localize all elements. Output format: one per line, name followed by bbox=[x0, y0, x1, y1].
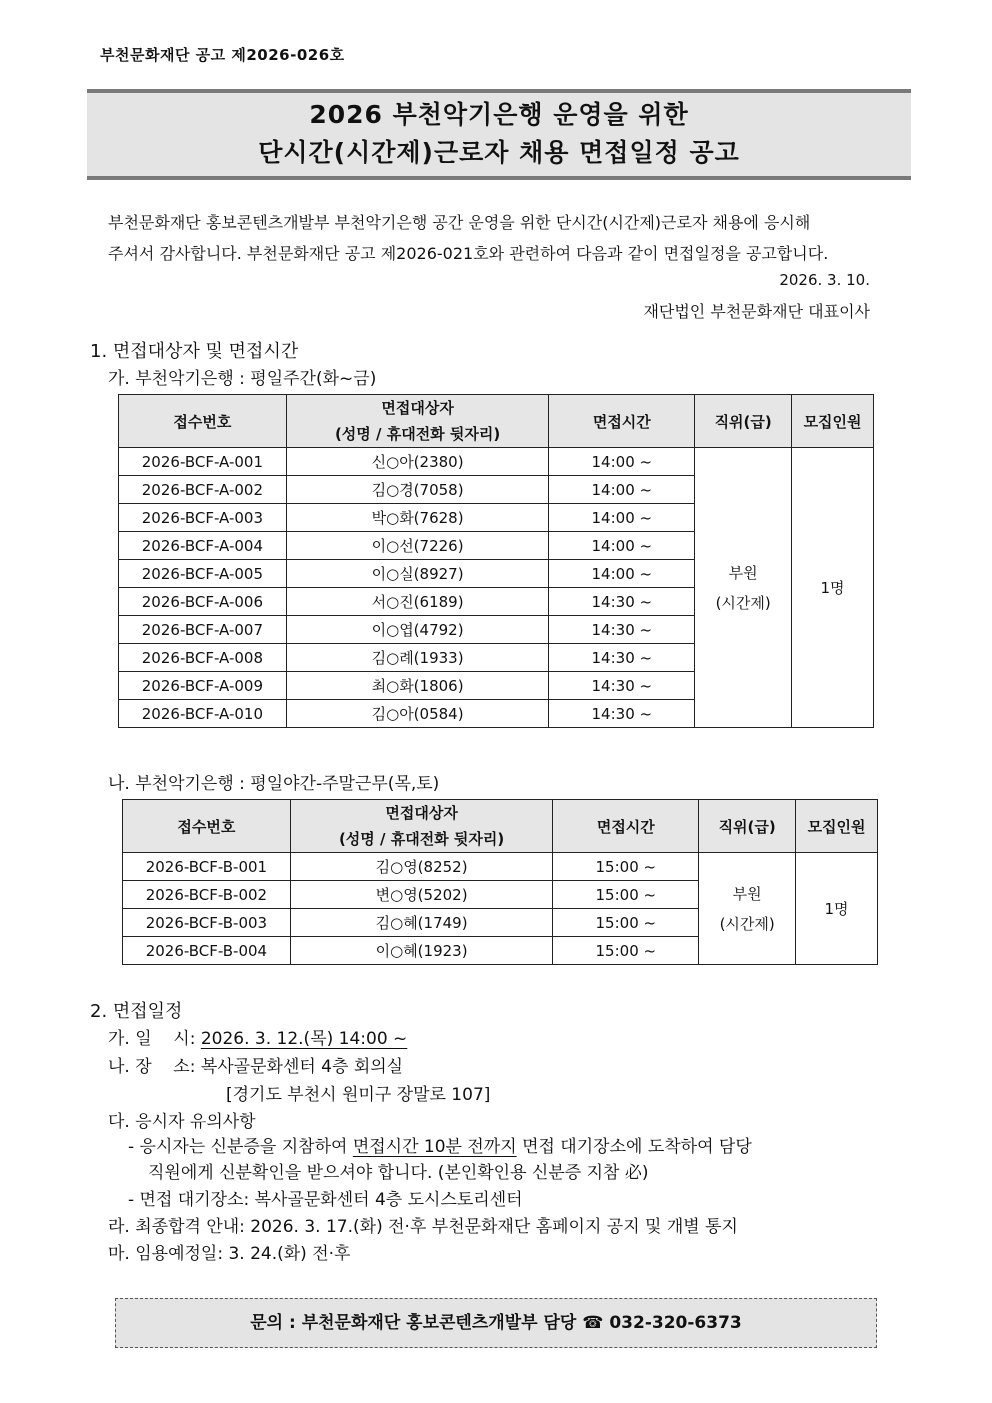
table-b-subtitle: 나. 부천악기은행 : 평일야간-주말근무(목,토) bbox=[108, 774, 440, 794]
intro-line1: 부천문화재단 홍보콘텐츠개발부 부천악기은행 공간 운영을 위한 단시간(시간제)근로자 채용에 응시해 bbox=[108, 213, 811, 232]
contact-phone: 032-320-6373 bbox=[609, 1313, 742, 1333]
position-line1: 부원 bbox=[732, 884, 762, 903]
header-candidate-line2: (성명 / 휴대전화 뒷자리) bbox=[334, 425, 501, 443]
header-candidate-line1: 면접대상자 bbox=[381, 399, 454, 417]
time-cell: 14:30 ~ bbox=[549, 644, 695, 672]
contact-label: 문의 : 부천문화재단 홍보콘텐츠개발부 담당 bbox=[250, 1313, 577, 1333]
position-line2: (시간제) bbox=[719, 914, 775, 933]
header-time: 면접시간 bbox=[553, 800, 699, 853]
candidate-cell: 김○아(0584) bbox=[286, 700, 549, 728]
header-openings: 모집인원 bbox=[796, 800, 878, 853]
note1 bbox=[128, 1132, 752, 1157]
candidate-cell: 김○영(8252) bbox=[290, 853, 553, 881]
time-cell: 14:00 ~ bbox=[549, 504, 695, 532]
notice-number: 부천문화재단 공고 제2026-026호 bbox=[100, 46, 345, 64]
table-a-subtitle: 가. 부천악기은행 : 평일주간(화~금) bbox=[108, 369, 377, 389]
place-address: [경기도 부천시 원미구 장말로 107] bbox=[226, 1085, 491, 1105]
interview-datetime bbox=[108, 1024, 407, 1049]
notice-date: 2026. 3. 10. bbox=[779, 271, 870, 289]
receipt-no-cell: 2026-BCF-A-002 bbox=[119, 476, 287, 504]
candidate-cell: 김○경(7058) bbox=[286, 476, 549, 504]
candidate-cell: 이○혜(1923) bbox=[290, 937, 553, 965]
place-value: 복사골문화센터 4층 회의실 bbox=[200, 1057, 404, 1077]
receipt-no-cell: 2026-BCF-B-001 bbox=[123, 853, 291, 881]
time-cell: 14:00 ~ bbox=[549, 476, 695, 504]
time-cell: 14:00 ~ bbox=[549, 560, 695, 588]
table-row bbox=[123, 853, 878, 881]
candidate-cell: 김○혜(1749) bbox=[290, 909, 553, 937]
header-candidate bbox=[290, 800, 553, 853]
note1-suffix: 면접 대기장소에 도착하여 담당 bbox=[522, 1137, 752, 1157]
time-cell: 14:30 ~ bbox=[549, 588, 695, 616]
position-line1: 부원 bbox=[728, 563, 758, 582]
time-cell: 15:00 ~ bbox=[553, 853, 699, 881]
datetime-label: 가. 일 시: bbox=[108, 1029, 196, 1049]
openings-cell: 1명 bbox=[792, 448, 874, 728]
note2: - 면접 대기장소: 복사골문화센터 4층 도시스토리센터 bbox=[128, 1190, 523, 1210]
time-cell: 15:00 ~ bbox=[553, 881, 699, 909]
schedule-table-a bbox=[118, 394, 874, 728]
time-cell: 14:00 ~ bbox=[549, 532, 695, 560]
receipt-no-cell: 2026-BCF-A-003 bbox=[119, 504, 287, 532]
receipt-no-cell: 2026-BCF-A-006 bbox=[119, 588, 287, 616]
header-receipt-no: 접수번호 bbox=[123, 800, 291, 853]
header-position: 직위(급) bbox=[695, 395, 792, 448]
interview-place bbox=[108, 1052, 403, 1077]
datetime-value: 2026. 3. 12.(목) 14:00 ~ bbox=[200, 1029, 408, 1049]
place-label: 나. 장 소: bbox=[108, 1057, 196, 1077]
title-line2: 단시간(시간제)근로자 채용 면접일정 공고 bbox=[258, 138, 740, 167]
section1-title: 1. 면접대상자 및 면접시간 bbox=[90, 341, 299, 362]
candidate-cell: 신○아(2380) bbox=[286, 448, 549, 476]
candidate-cell: 변○영(5202) bbox=[290, 881, 553, 909]
receipt-no-cell: 2026-BCF-A-005 bbox=[119, 560, 287, 588]
header-time: 면접시간 bbox=[549, 395, 695, 448]
section2-title: 2. 면접일정 bbox=[90, 1001, 183, 1022]
candidate-cell: 최○화(1806) bbox=[286, 672, 549, 700]
header-openings: 모집인원 bbox=[792, 395, 874, 448]
note1-prefix: - 응시자는 신분증을 지참하여 bbox=[128, 1137, 348, 1157]
candidate-cell: 이○엽(4792) bbox=[286, 616, 549, 644]
receipt-no-cell: 2026-BCF-A-008 bbox=[119, 644, 287, 672]
intro-line2: 주셔서 감사합니다. 부천문화재단 공고 제2026-021호와 관련하여 다음과 같이 면접일정을 공고합니다. bbox=[108, 244, 829, 263]
title-line1: 2026 부천악기은행 운영을 위한 bbox=[309, 100, 689, 129]
candidate-cell: 이○실(8927) bbox=[286, 560, 549, 588]
receipt-no-cell: 2026-BCF-A-007 bbox=[119, 616, 287, 644]
time-cell: 15:00 ~ bbox=[553, 937, 699, 965]
receipt-no-cell: 2026-BCF-A-004 bbox=[119, 532, 287, 560]
candidate-cell: 이○선(7226) bbox=[286, 532, 549, 560]
header-candidate-line2: (성명 / 휴대전화 뒷자리) bbox=[338, 830, 505, 848]
header-position: 직위(급) bbox=[699, 800, 796, 853]
hire-date: 마. 임용예정일: 3. 24.(화) 전·후 bbox=[108, 1244, 351, 1264]
title-box bbox=[87, 89, 911, 180]
final-result-notice: 라. 최종합격 안내: 2026. 3. 17.(화) 전·후 부천문화재단 홈페이지 공지 및 개별 통지 bbox=[108, 1217, 738, 1237]
issuer: 재단법인 부천문화재단 대표이사 bbox=[643, 302, 870, 321]
note1-line2: 직원에게 신분확인을 받으셔야 합니다. (본인확인용 신분증 지참 必) bbox=[148, 1163, 649, 1183]
receipt-no-cell: 2026-BCF-B-003 bbox=[123, 909, 291, 937]
time-cell: 14:30 ~ bbox=[549, 672, 695, 700]
candidate-cell: 김○례(1933) bbox=[286, 644, 549, 672]
candidate-cell: 박○화(7628) bbox=[286, 504, 549, 532]
time-cell: 14:30 ~ bbox=[549, 700, 695, 728]
header-receipt-no: 접수번호 bbox=[119, 395, 287, 448]
phone-icon: ☎ bbox=[582, 1313, 604, 1333]
openings-cell: 1명 bbox=[796, 853, 878, 965]
table-b-body bbox=[123, 853, 878, 965]
receipt-no-cell: 2026-BCF-A-009 bbox=[119, 672, 287, 700]
position-line2: (시간제) bbox=[715, 593, 771, 612]
candidate-cell: 서○진(6189) bbox=[286, 588, 549, 616]
time-cell: 15:00 ~ bbox=[553, 909, 699, 937]
header-candidate bbox=[286, 395, 549, 448]
notes-title: 다. 응시자 유의사항 bbox=[108, 1112, 256, 1132]
table-a-body bbox=[119, 448, 874, 728]
receipt-no-cell: 2026-BCF-A-010 bbox=[119, 700, 287, 728]
receipt-no-cell: 2026-BCF-B-004 bbox=[123, 937, 291, 965]
note1-emphasis: 면접시간 10분 전까지 bbox=[352, 1137, 517, 1157]
header-candidate-line1: 면접대상자 bbox=[385, 804, 458, 822]
position-cell bbox=[695, 448, 792, 728]
time-cell: 14:00 ~ bbox=[549, 448, 695, 476]
time-cell: 14:30 ~ bbox=[549, 616, 695, 644]
schedule-table-b bbox=[122, 799, 878, 965]
receipt-no-cell: 2026-BCF-B-002 bbox=[123, 881, 291, 909]
contact-box bbox=[115, 1298, 877, 1348]
receipt-no-cell: 2026-BCF-A-001 bbox=[119, 448, 287, 476]
table-row bbox=[119, 448, 874, 476]
position-cell bbox=[699, 853, 796, 965]
